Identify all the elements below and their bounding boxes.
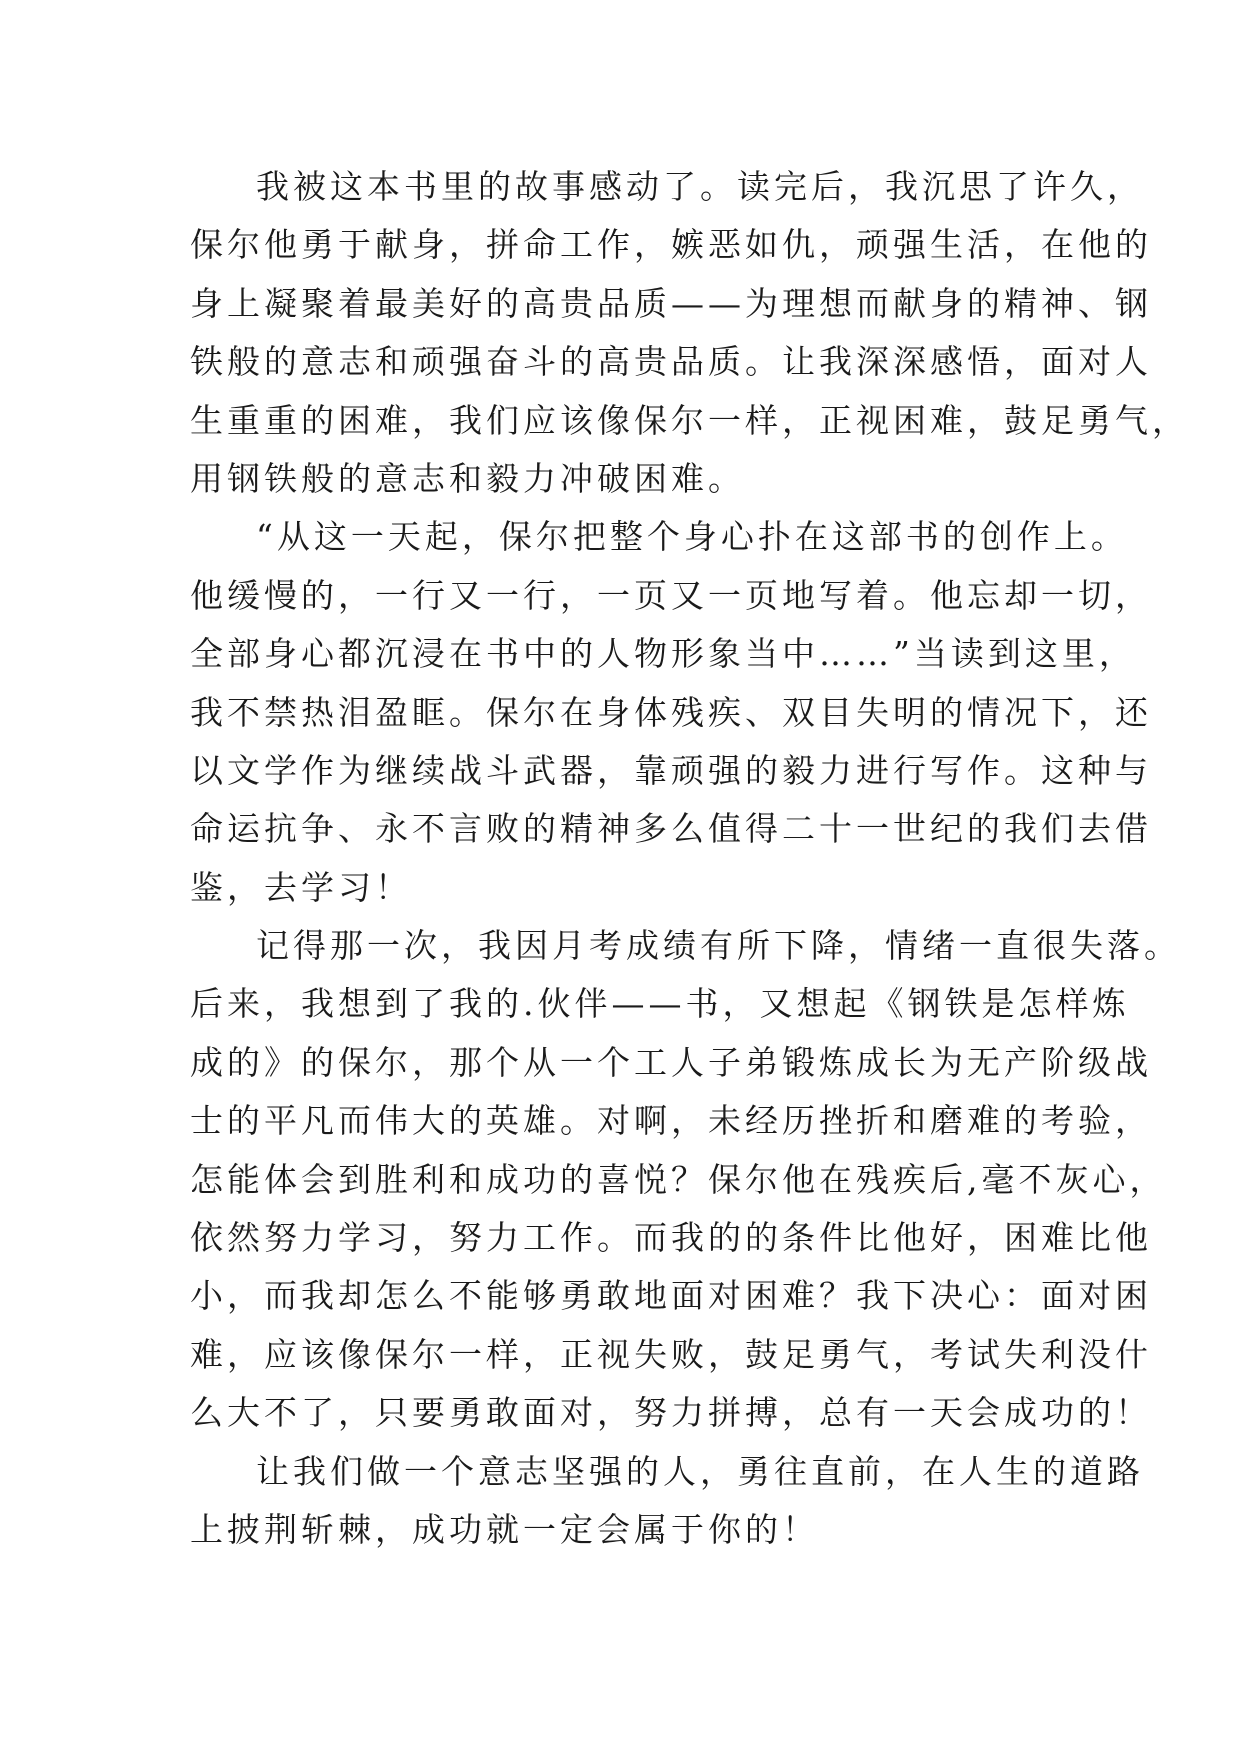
text-line: 我不禁热泪盈眶。保尔在身体残疾、双目失明的情况下，还	[190, 692, 1152, 732]
paragraph-2	[190, 508, 1152, 917]
text-line: 我被这本书里的故事感动了。读完后，我沉思了许久，	[256, 167, 1144, 206]
text-line: 鉴，去学习！	[190, 867, 412, 907]
text-line: 命运抗争、永不言败的精神多么值得二十一世纪的我们去借	[190, 809, 1152, 849]
text-line: 记得那一次，我因月考成绩有所下降，情绪一直很失落。	[256, 926, 1181, 966]
text-line: 用钢铁般的意志和毅力冲破困难。	[190, 458, 745, 498]
text-line: 保尔他勇于献身，拼命工作，嫉恶如仇，顽强生活，在他的	[190, 225, 1152, 265]
text-line: 依然努力学习，努力工作。而我的的条件比他好，困难比他	[190, 1218, 1152, 1258]
text-line: 身上凝聚着最美好的高贵品质——为理想而献身的精神、钢	[190, 283, 1152, 323]
document-body	[190, 158, 1189, 1559]
text-line: 上披荆斩棘，成功就一定会属于你的！	[190, 1509, 819, 1549]
paragraph-3	[190, 917, 1181, 1443]
text-line: 生重重的困难，我们应该像保尔一样，正视困难，鼓足勇气，	[190, 400, 1189, 440]
text-line: 以文学作为继续战斗武器，靠顽强的毅力进行写作。这种与	[190, 750, 1152, 790]
text-line: 铁般的意志和顽强奋斗的高贵品质。让我深深感悟，面对人	[190, 342, 1152, 382]
text-line: 么大不了，只要勇敢面对，努力拼搏，总有一天会成功的！	[190, 1393, 1152, 1433]
text-line: 难，应该像保尔一样，正视失败，鼓足勇气，考试失利没什	[190, 1334, 1152, 1374]
text-line: 士的平凡而伟大的英雄。对啊，未经历挫折和磨难的考验，	[190, 1101, 1152, 1141]
text-line: 怎能体会到胜利和成功的喜悦？保尔他在残疾后,毫不灰心，	[190, 1159, 1167, 1199]
text-line: 后来，我想到了我的.伙伴——书，又想起《钢铁是怎样炼	[190, 984, 1130, 1024]
text-line: 小，而我却怎么不能够勇敢地面对困难？我下决心：面对困	[190, 1276, 1152, 1316]
text-line: 让我们做一个意志坚强的人，勇往直前，在人生的道路	[256, 1451, 1144, 1491]
text-line: 成的》的保尔，那个从一个工人子弟锻炼成长为无产阶级战	[190, 1042, 1152, 1082]
text-line: 全部身心都沉浸在书中的人物形象当中……”当读到这里，	[190, 634, 1136, 674]
text-line: 他缓慢的，一行又一行，一页又一页地写着。他忘却一切，	[190, 575, 1152, 615]
paragraph-1	[190, 158, 1189, 508]
paragraph-4	[190, 1443, 1144, 1560]
text-line: “从这一天起，保尔把整个身心扑在这部书的创作上。	[256, 517, 1128, 557]
